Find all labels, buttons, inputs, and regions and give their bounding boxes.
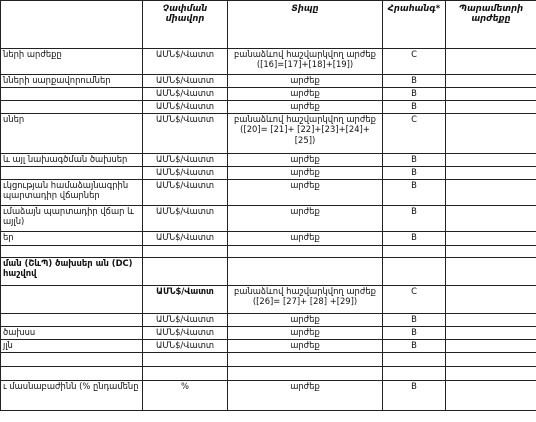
row-type: բանաձևով հաշվարկվող արժեք ([16]=[17]+[18]+[19]) [228, 49, 383, 75]
row-unit: ԱՄՆ$/Վատտ [143, 114, 228, 154]
empty-cell [383, 246, 446, 258]
header-mandatory: Հրահանգ* [383, 1, 446, 49]
row-unit: ԱՄՆ$/Վատտ [143, 49, 228, 75]
row-mandatory: C [383, 286, 446, 314]
row-unit: ԱՄՆ$/Վատտ [143, 88, 228, 101]
row-type: արժեք [228, 167, 383, 180]
row-type: արժեք [228, 154, 383, 167]
row-label: ների արժեքը [1, 49, 143, 75]
table-row [1, 232, 536, 246]
row-param[interactable] [446, 101, 536, 114]
row-label: և այլ նախագծման ծախսեր [1, 154, 143, 167]
row-type: արժեք [228, 340, 383, 353]
row-mandatory: B [383, 206, 446, 232]
empty-cell [383, 258, 446, 286]
empty-cell [228, 353, 383, 367]
row-param[interactable] [446, 327, 536, 340]
row-label: ւկցության համաձայնագրին պարտադիր վճարներ [1, 180, 143, 206]
row-param[interactable] [446, 154, 536, 167]
row-label: յլն [1, 340, 143, 353]
table-row [1, 101, 536, 114]
empty-cell [228, 258, 383, 286]
empty-row [1, 367, 536, 381]
row-mandatory: B [383, 381, 446, 411]
table-row [1, 167, 536, 180]
row-label: ւմաձայն պարտադիր վճար և այլն) [1, 206, 143, 232]
row-label [1, 88, 143, 101]
row-param[interactable] [446, 49, 536, 75]
empty-cell [446, 246, 536, 258]
row-mandatory: C [383, 49, 446, 75]
row-type: բանաձևով հաշվարկվող արժեք ([26]= [27]+ [28] +[29]) [228, 286, 383, 314]
empty-cell [143, 246, 228, 258]
row-type: արժեք [228, 180, 383, 206]
table-row [1, 286, 536, 314]
row-type: արժեք [228, 101, 383, 114]
row-unit: ԱՄՆ$/Վատտ [143, 232, 228, 246]
row-mandatory: B [383, 101, 446, 114]
header-unit: Չափման միավոր [143, 1, 228, 49]
table-row [1, 88, 536, 101]
row-param[interactable] [446, 206, 536, 232]
empty-cell [228, 246, 383, 258]
table-row [1, 114, 536, 154]
row-type: արժեք [228, 75, 383, 88]
empty-cell [446, 258, 536, 286]
row-label [1, 101, 143, 114]
header-type: Տիպը [228, 1, 383, 49]
header-label-cell [1, 1, 143, 49]
row-type: արժեք [228, 206, 383, 232]
header-row [1, 1, 536, 49]
row-label: նների սարքավորումներ [1, 75, 143, 88]
row-unit: ԱՄՆ$/Վատտ [143, 154, 228, 167]
row-param[interactable] [446, 88, 536, 101]
row-unit: ԱՄՆ$/Վատտ [143, 206, 228, 232]
table-row [1, 154, 536, 167]
row-label [1, 314, 143, 327]
row-unit: ԱՄՆ$/Վատտ [143, 101, 228, 114]
empty-cell [446, 353, 536, 367]
row-unit: % [143, 381, 228, 411]
row-param[interactable] [446, 232, 536, 246]
row-label: եր [1, 232, 143, 246]
row-mandatory: B [383, 232, 446, 246]
table-row [1, 75, 536, 88]
row-param[interactable] [446, 314, 536, 327]
empty-cell [383, 353, 446, 367]
row-type: արժեք [228, 88, 383, 101]
row-mandatory: B [383, 340, 446, 353]
row-mandatory: B [383, 88, 446, 101]
row-mandatory: C [383, 114, 446, 154]
table-row [1, 340, 536, 353]
row-mandatory: B [383, 180, 446, 206]
table-row [1, 314, 536, 327]
row-mandatory: B [383, 167, 446, 180]
row-param[interactable] [446, 114, 536, 154]
empty-row [1, 353, 536, 367]
row-param[interactable] [446, 180, 536, 206]
row-mandatory: B [383, 314, 446, 327]
row-label: ծախսս [1, 327, 143, 340]
row-param[interactable] [446, 75, 536, 88]
row-type: արժեք [228, 314, 383, 327]
empty-cell [143, 258, 228, 286]
row-type: արժեք [228, 232, 383, 246]
empty-cell [383, 367, 446, 381]
row-type: արժեք [228, 381, 383, 411]
row-param[interactable] [446, 167, 536, 180]
table-row [1, 381, 536, 411]
section-row [1, 258, 536, 286]
table-row [1, 180, 536, 206]
empty-cell [1, 353, 143, 367]
table-row [1, 206, 536, 232]
row-unit: ԱՄՆ$/Վատտ [143, 286, 228, 314]
row-param[interactable] [446, 340, 536, 353]
row-unit: ԱՄՆ$/Վատտ [143, 180, 228, 206]
row-type: բանաձևով հաշվարկվող արժեք ([20]= [21]+ [22]+[23]+[24]+[25]) [228, 114, 383, 154]
row-unit: ԱՄՆ$/Վատտ [143, 314, 228, 327]
row-param[interactable] [446, 286, 536, 314]
empty-cell [1, 246, 143, 258]
section-label: ման (ՇևՊ) ծախսեր ան (DC) հաշվով [1, 258, 143, 286]
row-mandatory: B [383, 75, 446, 88]
row-unit: ԱՄՆ$/Վատտ [143, 340, 228, 353]
row-param[interactable] [446, 381, 536, 411]
table-row [1, 327, 536, 340]
empty-cell [143, 353, 228, 367]
row-mandatory: B [383, 154, 446, 167]
row-label: սներ [1, 114, 143, 154]
row-label: ւ մասնաբաժինն (% ընդամենը [1, 381, 143, 411]
empty-row [1, 246, 536, 258]
empty-cell [143, 367, 228, 381]
table-row [1, 49, 536, 75]
row-unit: ԱՄՆ$/Վատտ [143, 75, 228, 88]
row-mandatory: B [383, 327, 446, 340]
row-label [1, 286, 143, 314]
row-label [1, 167, 143, 180]
empty-cell [1, 367, 143, 381]
row-unit: ԱՄՆ$/Վատտ [143, 167, 228, 180]
empty-cell [446, 367, 536, 381]
header-param-value: Պարամետրի արժեքը [446, 1, 536, 49]
empty-cell [228, 367, 383, 381]
row-type: արժեք [228, 327, 383, 340]
row-unit: ԱՄՆ$/Վատտ [143, 327, 228, 340]
